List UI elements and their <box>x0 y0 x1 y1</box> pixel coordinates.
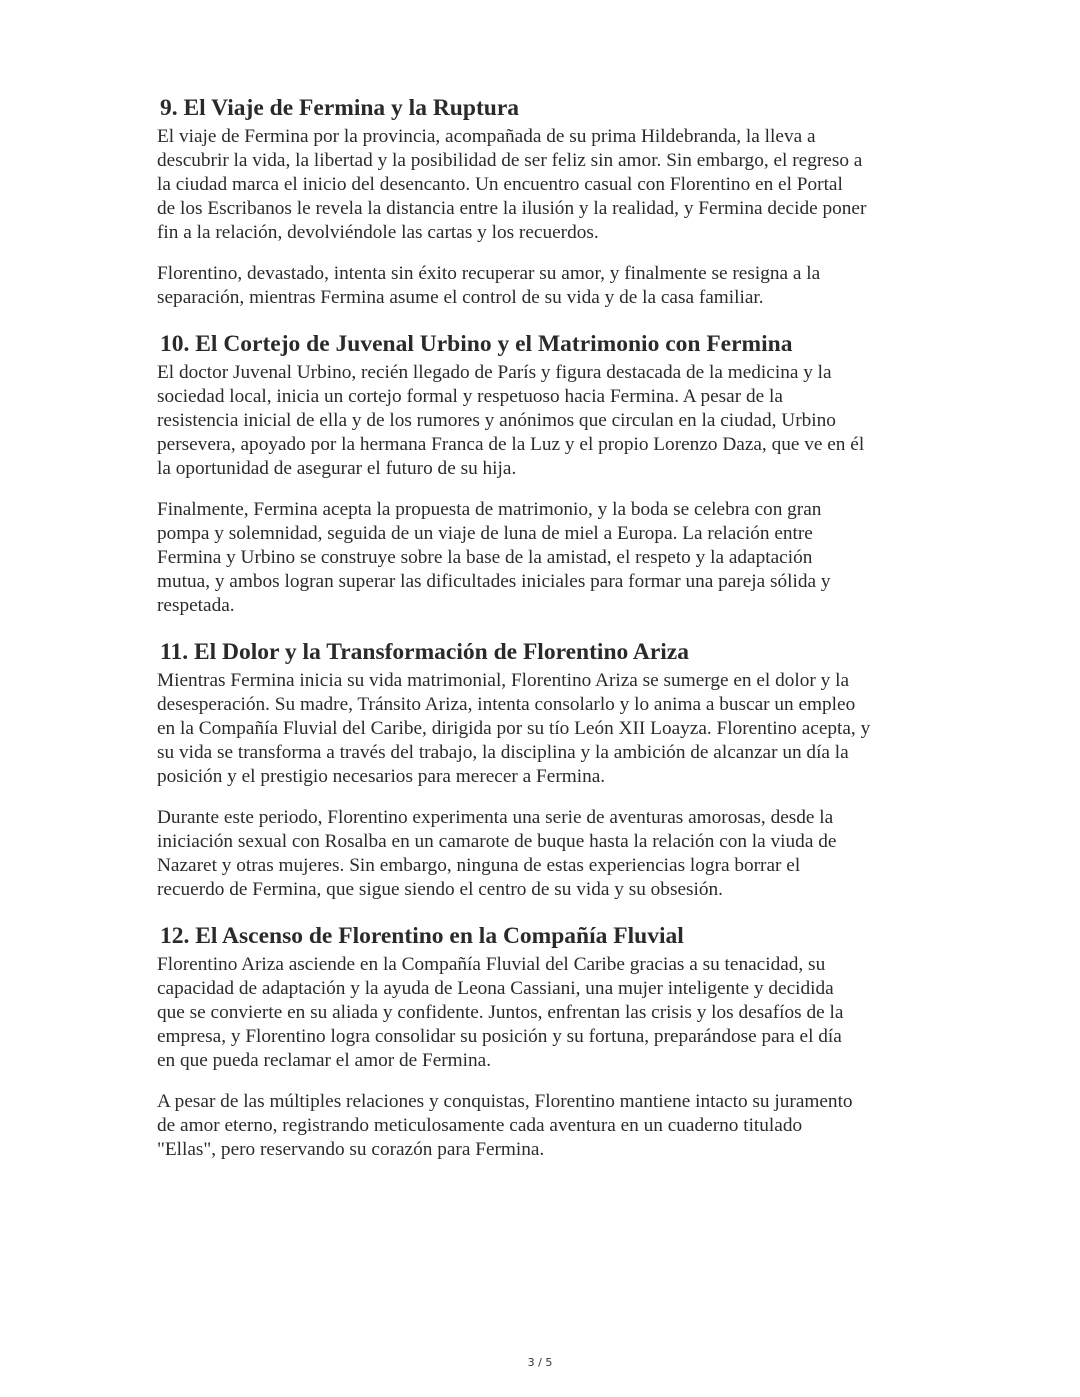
document-body <box>157 94 947 1182</box>
text-line: mutua, y ambos logran superar las dificultades iniciales para formar una pareja sólida y <box>157 571 831 592</box>
section-heading: 12. El Ascenso de Florentino en la Compañía Fluvial <box>160 923 684 949</box>
paragraph <box>157 669 947 789</box>
section-heading: 10. El Cortejo de Juvenal Urbino y el Matrimonio con Fermina <box>160 331 793 357</box>
text-line: separación, mientras Fermina asume el control de su vida y de la casa familiar. <box>157 287 764 308</box>
text-line: la oportunidad de asegurar el futuro de su hija. <box>157 458 517 479</box>
text-line: de amor eterno, registrando meticulosamente cada aventura en un cuaderno titulado <box>157 1115 803 1136</box>
section <box>157 638 947 902</box>
text-line: capacidad de adaptación y la ayuda de Leona Cassiani, una mujer inteligente y decidida <box>157 978 834 999</box>
text-line: su vida se transforma a través del trabajo, la disciplina y la ambición de alcanzar un día la <box>157 742 849 763</box>
text-line: A pesar de las múltiples relaciones y conquistas, Florentino mantiene intacto su juramento <box>157 1091 853 1112</box>
text-line: Florentino Ariza asciende en la Compañía Fluvial del Caribe gracias a su tenacidad, su <box>157 954 826 975</box>
paragraph <box>157 953 947 1073</box>
page-number: 3 / 5 <box>527 1356 553 1369</box>
paragraph <box>157 498 947 618</box>
text-line: respetada. <box>157 595 235 616</box>
paragraph <box>157 806 947 902</box>
text-line: pompa y solemnidad, seguida de un viaje de luna de miel a Europa. La relación entre <box>157 523 813 544</box>
paragraph <box>157 1090 947 1162</box>
section-heading: 9. El Viaje de Fermina y la Ruptura <box>160 95 520 121</box>
text-line: desesperación. Su madre, Tránsito Ariza, intenta consolarlo y lo anima a buscar un empleo <box>157 694 856 715</box>
text-line: El doctor Juvenal Urbino, recién llegado de París y figura destacada de la medicina y la <box>157 362 832 383</box>
text-line: empresa, y Florentino logra consolidar su posición y su fortuna, preparándose para el día <box>157 1026 842 1047</box>
text-line: recuerdo de Fermina, que sigue siendo el centro de su vida y su obsesión. <box>157 879 723 900</box>
text-line: persevera, apoyado por la hermana Franca de la Luz y el propio Lorenzo Daza, que ve en él <box>157 434 865 455</box>
text-line: "Ellas", pero reservando su corazón para Fermina. <box>157 1139 545 1160</box>
text-line: Mientras Fermina inicia su vida matrimonial, Florentino Ariza se sumerge en el dolor y la <box>157 670 849 691</box>
text-line: Florentino, devastado, intenta sin éxito recuperar su amor, y finalmente se resigna a la <box>157 263 821 284</box>
text-line: en que pueda reclamar el amor de Fermina. <box>157 1050 492 1071</box>
text-line: la ciudad marca el inicio del desencanto. Un encuentro casual con Florentino en el Portal <box>157 174 843 195</box>
section-heading: 11. El Dolor y la Transformación de Florentino Ariza <box>160 639 689 665</box>
paragraph <box>157 361 947 481</box>
text-line: Nazaret y otras mujeres. Sin embargo, ninguna de estas experiencias logra borrar el <box>157 855 801 876</box>
text-line: iniciación sexual con Rosalba en un camarote de buque hasta la relación con la viuda de <box>157 831 837 852</box>
text-line: en la Compañía Fluvial del Caribe, dirigida por su tío León XII Loayza. Florentino acepta, y <box>157 718 871 739</box>
text-line: de los Escribanos le revela la distancia entre la ilusión y la realidad, y Fermina decide poner <box>157 198 867 219</box>
paragraph <box>157 262 947 310</box>
text-line: descubrir la vida, la libertad y la posibilidad de ser feliz sin amor. Sin embargo, el regreso a <box>157 150 863 171</box>
text-line: Finalmente, Fermina acepta la propuesta de matrimonio, y la boda se celebra con gran <box>157 499 822 520</box>
section <box>157 922 947 1162</box>
text-line: posición y el prestigio necesarios para merecer a Fermina. <box>157 766 606 787</box>
text-line: que se convierte en su aliada y confidente. Juntos, enfrentan las crisis y los desafíos de la <box>157 1002 844 1023</box>
text-line: Fermina y Urbino se construye sobre la base de la amistad, el respeto y la adaptación <box>157 547 813 568</box>
section <box>157 330 947 618</box>
section <box>157 94 947 310</box>
text-line: Durante este periodo, Florentino experimenta una serie de aventuras amorosas, desde la <box>157 807 834 828</box>
text-line: sociedad local, inicia un cortejo formal y respetuoso hacia Fermina. A pesar de la <box>157 386 783 407</box>
text-line: El viaje de Fermina por la provincia, acompañada de su prima Hildebranda, la lleva a <box>157 126 816 147</box>
paragraph <box>157 125 947 245</box>
text-line: fin a la relación, devolviéndole las cartas y los recuerdos. <box>157 222 599 243</box>
text-line: resistencia inicial de ella y de los rumores y anónimos que circulan en la ciudad, Urbino <box>157 410 836 431</box>
